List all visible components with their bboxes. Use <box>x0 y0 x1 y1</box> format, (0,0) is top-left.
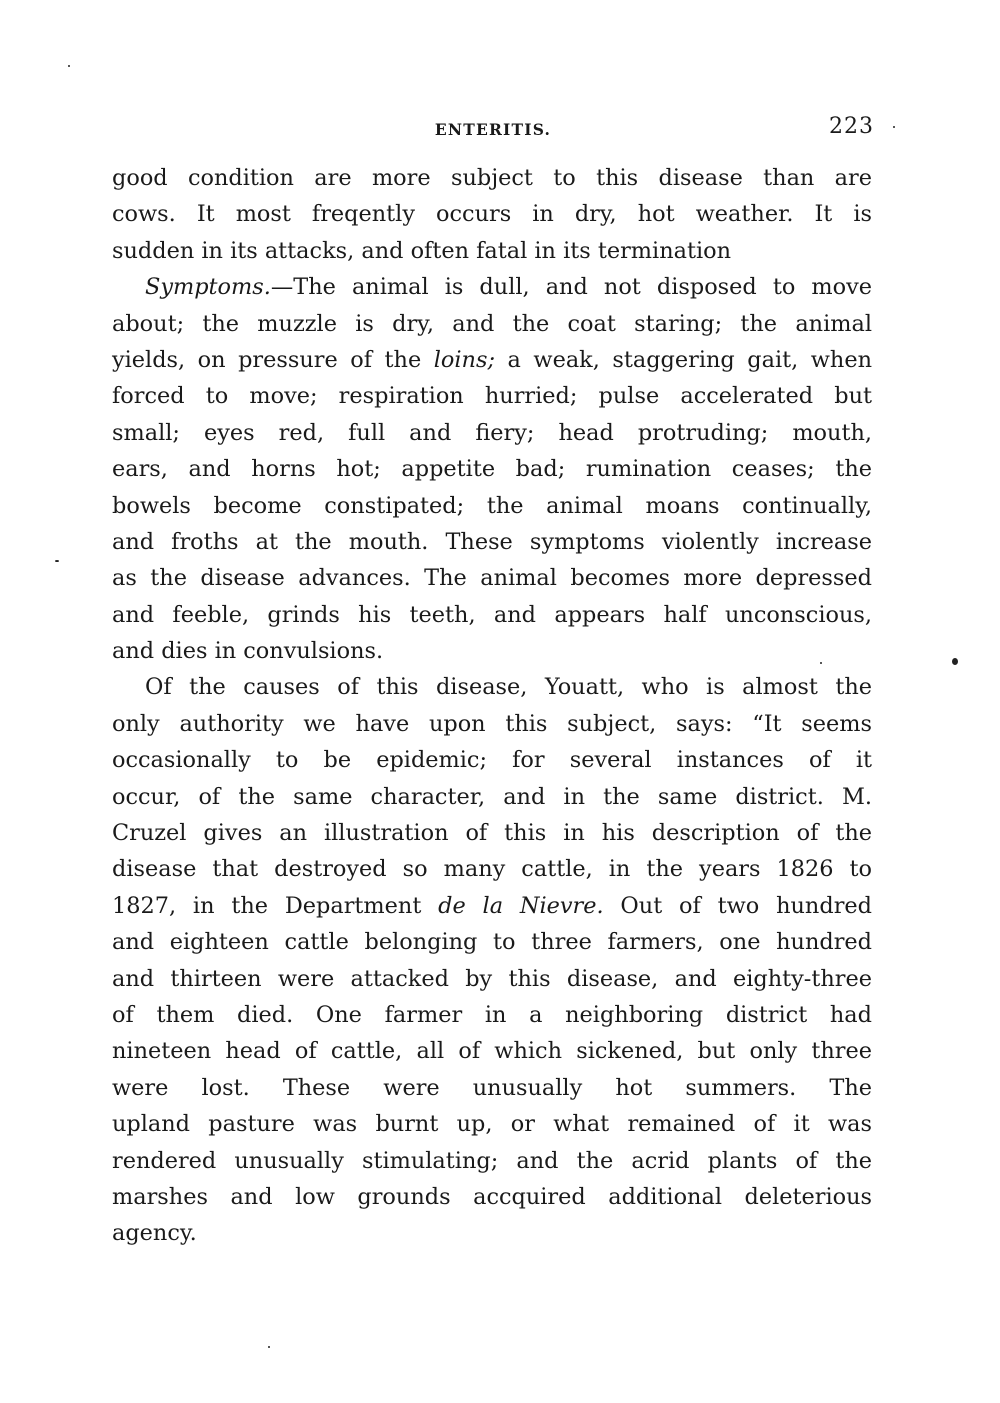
italic-run: Symptoms. <box>145 274 271 301</box>
text-line: Cruzel gives an illustration of this in his description of the <box>112 820 872 847</box>
scan-speck <box>820 662 822 664</box>
text-run: —The animal is dull, and not disposed to move <box>270 274 872 301</box>
text-line: agency. <box>112 1220 197 1247</box>
running-title: ENTERITIS. <box>434 120 552 139</box>
text-line <box>112 888 872 924</box>
text-run: Out of two hundred <box>603 892 872 919</box>
text-line: of them died. One farmer in a neighboring district had <box>112 1001 872 1028</box>
text-run: 1827, in the Department <box>112 892 439 919</box>
text-line <box>112 269 872 305</box>
italic-run: loins; <box>433 346 496 373</box>
text-line: forced to move; respiration hurried; pulse accelerated but <box>112 383 872 410</box>
scan-speck <box>952 658 958 665</box>
text-line: and thirteen were attacked by this disease, and eighty-three <box>112 965 872 992</box>
text-line: occur, of the same character, and in the same district. M. <box>112 783 872 810</box>
text-line: rendered unusually stimulating; and the acrid plants of the <box>112 1147 872 1174</box>
text-line <box>112 342 872 378</box>
text-line: and froths at the mouth. These symptoms violently increase <box>112 528 872 555</box>
text-line: ears, and horns hot; appetite bad; rumination ceases; the <box>112 456 872 483</box>
text-line: and feeble, grinds his teeth, and appears half unconscious, <box>112 601 872 628</box>
text-line: only authority we have upon this subject, says: “It seems <box>112 710 872 737</box>
text-line: and dies in convulsions. <box>112 638 384 665</box>
text-line: bowels become constipated; the animal moans continually, <box>112 492 872 519</box>
scan-speck <box>68 65 70 67</box>
text-line: as the disease advances. The animal becomes more depressed <box>112 565 872 592</box>
text-line: and eighteen cattle belonging to three farmers, one hundred <box>112 929 872 956</box>
text-line: were lost. These were unusually hot summers. The <box>112 1074 872 1101</box>
text-run: a weak, staggering gait, when <box>495 346 872 373</box>
body-text <box>112 160 872 1252</box>
text-run: yields, on pressure of the <box>112 346 434 373</box>
scan-speck <box>268 1346 270 1348</box>
italic-run: de la Nievre. <box>438 892 604 919</box>
text-line: nineteen head of cattle, all of which sickened, but only three <box>112 1038 872 1065</box>
text-line: marshes and low grounds accquired additional deleterious <box>112 1183 872 1210</box>
text-line: upland pasture was burnt up, or what remained of it was <box>112 1111 872 1138</box>
scan-speck <box>55 560 59 562</box>
scan-speck <box>893 126 895 128</box>
running-head <box>112 114 874 144</box>
page-number: 223 <box>829 114 874 139</box>
text-line: occasionally to be epidemic; for several instances of it <box>112 747 872 774</box>
text-line: cows. It most freqently occurs in dry, hot weather. It is <box>112 201 872 228</box>
text-line: Of the causes of this disease, Youatt, who is almost the <box>145 674 872 701</box>
text-line: about; the muzzle is dry, and the coat staring; the animal <box>112 310 872 337</box>
text-line: good condition are more subject to this disease than are <box>112 165 872 191</box>
text-line: disease that destroyed so many cattle, in the years 1826 to <box>112 856 872 883</box>
text-line: sudden in its attacks, and often fatal in its termination <box>112 237 732 264</box>
text-line: small; eyes red, full and fiery; head protruding; mouth, <box>112 419 872 446</box>
